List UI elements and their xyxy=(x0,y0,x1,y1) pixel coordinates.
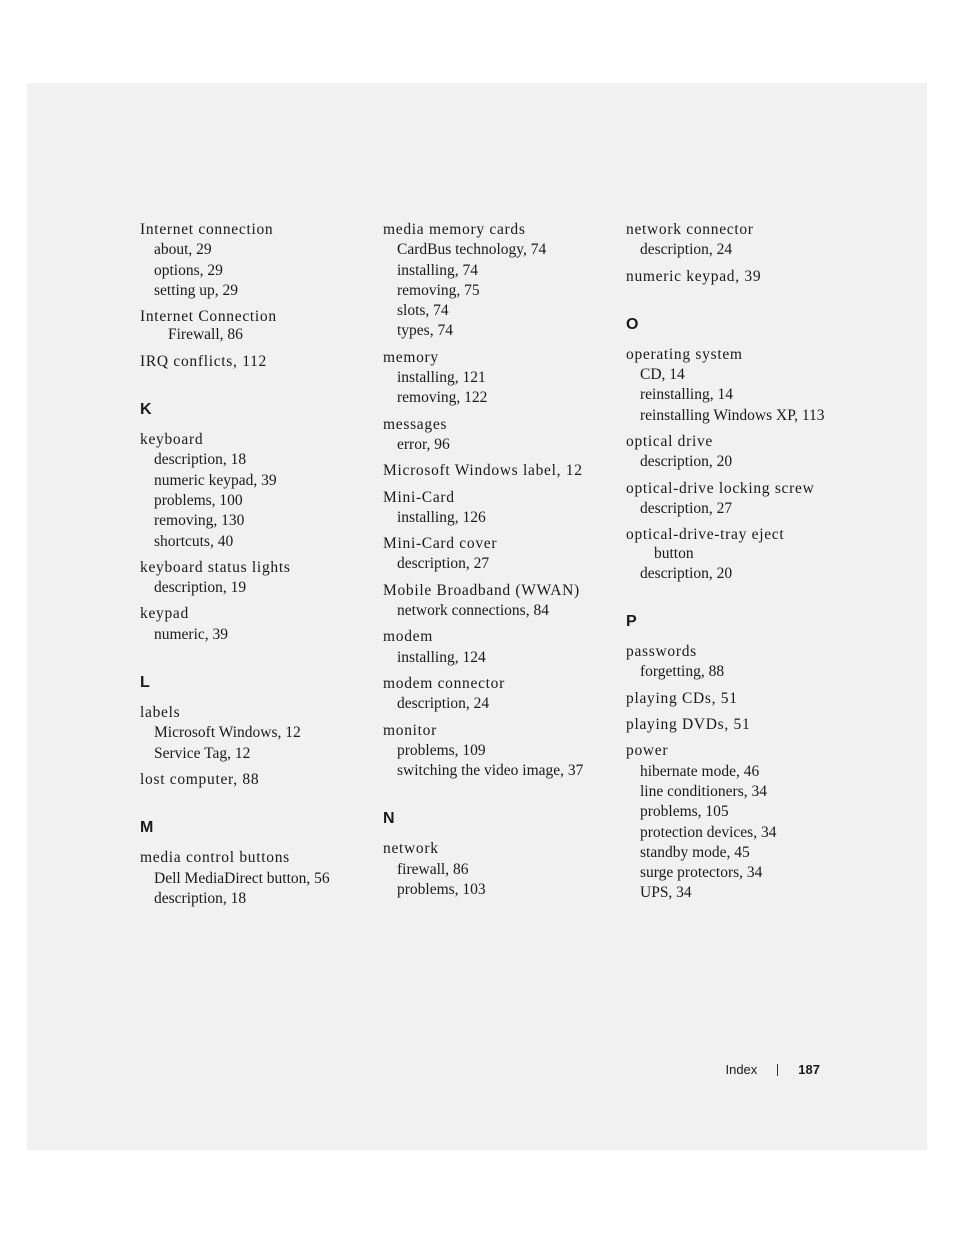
index-entry xyxy=(383,534,623,575)
index-subentry: switching the video image, 37 xyxy=(397,762,584,780)
index-subentry: installing, 124 xyxy=(397,648,486,666)
index-term: Mini-Card xyxy=(383,488,455,506)
index-subentry: reinstalling, 14 xyxy=(640,386,733,404)
index-subentry: problems, 100 xyxy=(154,491,243,509)
index-term: modem connector xyxy=(383,674,505,692)
index-entry xyxy=(626,345,866,426)
index-subentry: hibernate mode, 46 xyxy=(640,762,760,780)
index-term: Mobile Broadband (WWAN) xyxy=(383,581,580,599)
section-letter: P xyxy=(626,613,637,631)
index-entry xyxy=(626,642,866,683)
index-term: playing DVDs, 51 xyxy=(626,716,751,734)
index-term: numeric keypad, 39 xyxy=(626,267,762,285)
index-subentry: description, 20 xyxy=(640,564,733,582)
index-term: power xyxy=(626,742,669,760)
index-subentry: line conditioners, 34 xyxy=(640,782,767,800)
index-term: memory xyxy=(383,348,439,366)
section-letter: M xyxy=(140,819,154,837)
index-term: IRQ conflicts, 112 xyxy=(140,352,267,370)
page-footer xyxy=(725,1062,820,1078)
index-entry xyxy=(626,715,866,735)
index-term: Mini-Card cover xyxy=(383,535,498,553)
index-subentry: Microsoft Windows, 12 xyxy=(154,724,301,742)
index-subentry: numeric keypad, 39 xyxy=(154,471,277,489)
index-subentry: CD, 14 xyxy=(640,366,685,384)
index-entry xyxy=(626,432,866,473)
index-subentry: standby mode, 45 xyxy=(640,843,750,861)
index-entry xyxy=(140,703,380,764)
index-term: media memory cards xyxy=(383,221,526,238)
index-subentry: options, 29 xyxy=(154,261,223,279)
index-entry xyxy=(383,674,623,715)
index-entry xyxy=(626,479,866,520)
index-term: operating system xyxy=(626,345,743,363)
index-subentry: setting up, 29 xyxy=(154,281,238,299)
index-entry xyxy=(383,627,623,668)
index-entry xyxy=(140,220,380,301)
index-entry xyxy=(383,220,623,342)
index-subentry: CardBus technology, 74 xyxy=(397,241,547,259)
index-subentry: installing, 121 xyxy=(397,369,486,387)
index-subentry: UPS, 34 xyxy=(640,884,692,902)
index-entry xyxy=(140,604,380,645)
index-entry xyxy=(383,839,623,900)
index-subentry: description, 20 xyxy=(640,453,733,471)
index-entry xyxy=(626,741,866,903)
index-page xyxy=(27,83,927,1150)
index-subentry: network connections, 84 xyxy=(397,602,549,620)
index-term: messages xyxy=(383,415,448,433)
index-subentry: description, 24 xyxy=(640,241,733,259)
index-subentry: numeric, 39 xyxy=(154,625,229,643)
index-term: monitor xyxy=(383,721,437,739)
index-entry xyxy=(626,689,866,709)
index-subentry: about, 29 xyxy=(154,241,212,259)
index-entry xyxy=(383,721,623,782)
index-subentry: types, 74 xyxy=(397,322,453,340)
index-term: playing CDs, 51 xyxy=(626,689,738,707)
index-subentry: surge protectors, 34 xyxy=(640,864,763,882)
index-term: optical-drive locking screw xyxy=(626,479,815,497)
index-entry xyxy=(383,581,623,622)
index-term: keypad xyxy=(140,605,189,623)
index-subentry: installing, 126 xyxy=(397,508,486,526)
index-entry xyxy=(383,488,623,529)
index-entry xyxy=(626,220,866,261)
index-subentry: description, 27 xyxy=(640,499,733,517)
index-term: keyboard xyxy=(140,431,204,449)
index-entry xyxy=(140,307,380,346)
index-subentry: problems, 103 xyxy=(397,881,486,899)
index-column-1 xyxy=(140,220,380,915)
section-letter: N xyxy=(383,810,395,828)
footer-section-label: Index xyxy=(725,1062,758,1077)
index-term: lost computer, 88 xyxy=(140,770,260,788)
index-subentry: description, 27 xyxy=(397,555,490,573)
index-subentry: Dell MediaDirect button, 56 xyxy=(154,869,330,887)
index-term: optical-drive-tray eject xyxy=(626,526,785,544)
index-term-continuation: button xyxy=(654,544,694,562)
index-subentry: shortcuts, 40 xyxy=(154,532,234,550)
index-entry xyxy=(140,848,380,909)
index-subentry: removing, 122 xyxy=(397,389,488,407)
index-entry xyxy=(140,352,380,372)
index-term: media control buttons xyxy=(140,849,290,867)
index-subentry: firewall, 86 xyxy=(397,860,469,878)
index-entry xyxy=(140,770,380,790)
index-term: Internet connection xyxy=(140,221,274,238)
index-term: optical drive xyxy=(626,433,714,451)
section-letter: O xyxy=(626,315,639,333)
index-term: keyboard status lights xyxy=(140,558,291,576)
index-entry xyxy=(383,461,623,481)
index-subentry: reinstalling Windows XP, 113 xyxy=(640,406,825,424)
index-subentry: description, 24 xyxy=(397,695,490,713)
index-term: Internet Connection xyxy=(140,308,277,326)
index-column-3 xyxy=(626,220,866,910)
index-subentry: installing, 74 xyxy=(397,261,478,279)
index-subentry: description, 19 xyxy=(154,579,247,597)
index-term: passwords xyxy=(626,643,697,661)
index-entry xyxy=(383,348,623,409)
section-letter: K xyxy=(140,401,152,419)
index-entry xyxy=(626,267,866,287)
index-subentry: Service Tag, 12 xyxy=(154,744,251,762)
index-subentry: removing, 130 xyxy=(154,512,245,530)
index-subentry: protection devices, 34 xyxy=(640,823,777,841)
footer-separator xyxy=(777,1064,778,1076)
index-term: network connector xyxy=(626,221,754,238)
index-subentry: error, 96 xyxy=(397,435,450,453)
index-column-2 xyxy=(383,220,623,906)
page-number: 187 xyxy=(798,1062,820,1077)
index-subentry: forgetting, 88 xyxy=(640,663,725,681)
index-entry xyxy=(140,558,380,599)
index-subentry: problems, 105 xyxy=(640,803,729,821)
index-subentry: slots, 74 xyxy=(397,302,449,320)
index-subentry: problems, 109 xyxy=(397,741,486,759)
section-letter: L xyxy=(140,674,150,692)
index-entry xyxy=(383,415,623,456)
index-subentry: description, 18 xyxy=(154,889,247,907)
index-subentry: removing, 75 xyxy=(397,281,480,299)
index-subentry: description, 18 xyxy=(154,451,247,469)
index-term: network xyxy=(383,840,439,858)
index-term: labels xyxy=(140,704,181,722)
index-entry xyxy=(626,525,866,584)
index-term-continuation: Firewall, 86 xyxy=(168,326,243,344)
index-term: modem xyxy=(383,628,433,646)
index-entry xyxy=(140,430,380,552)
index-term: Microsoft Windows label, 12 xyxy=(383,462,583,480)
